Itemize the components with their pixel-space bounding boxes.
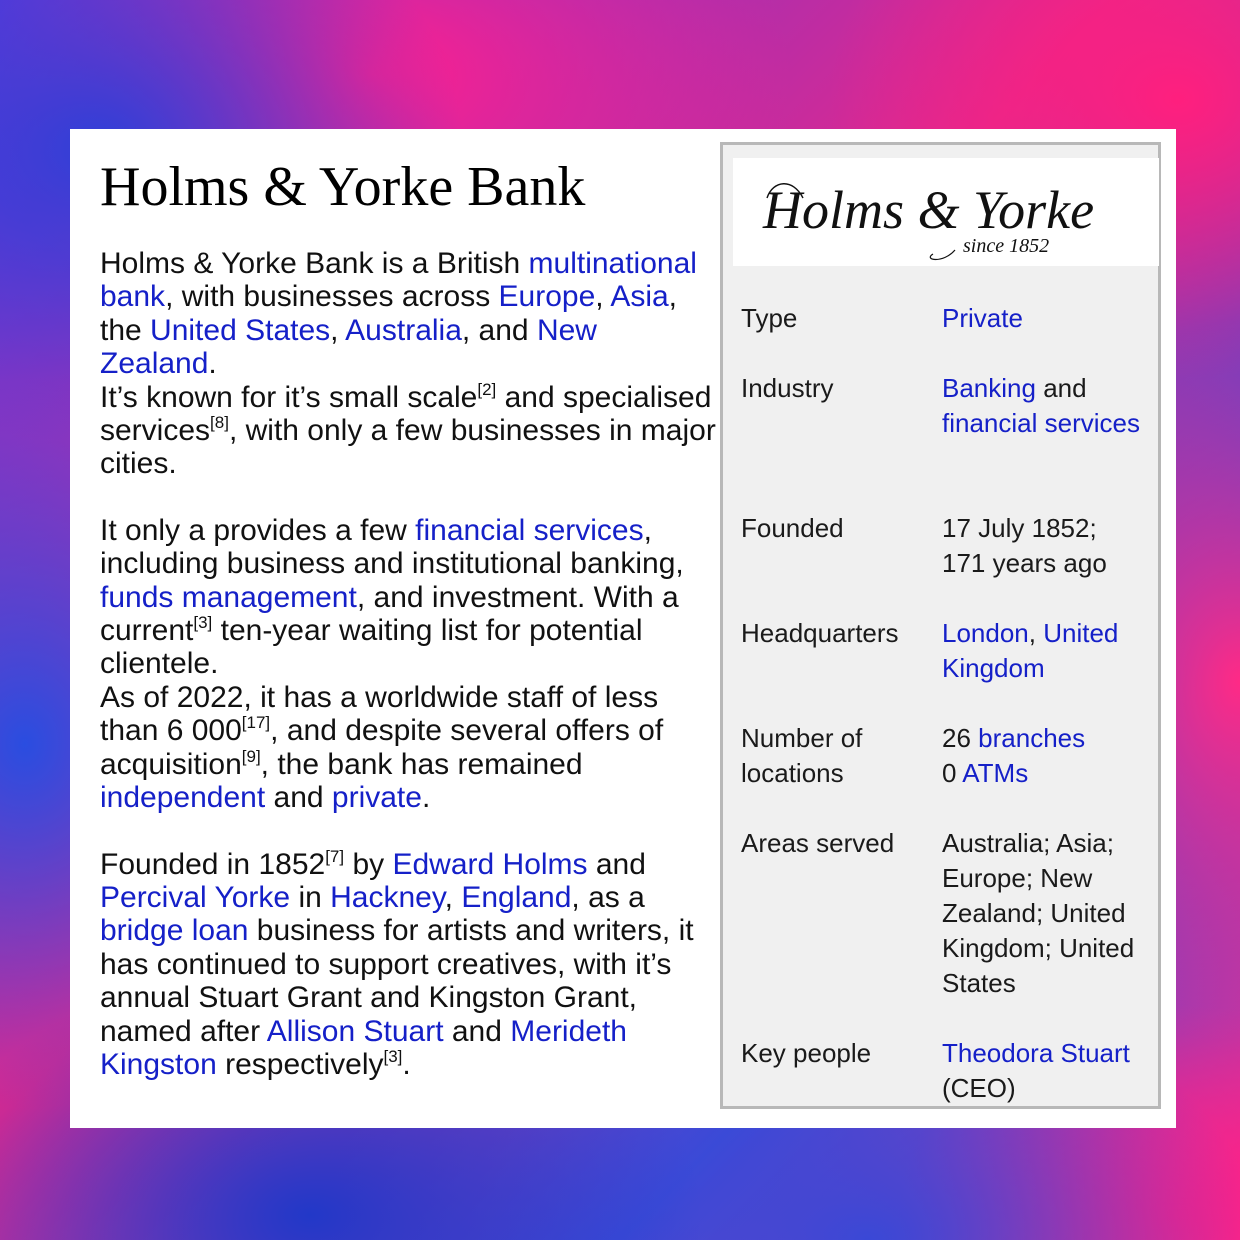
article-paragraph-1: Holms & Yorke Bank is a British multinational bank, with businesses across Europe, Asia, the United States, Australia, and New Zealand. It’s known for it’s small scale[2] and specialised services[8], with only a few businesses in major cities. bbox=[100, 247, 716, 481]
citation-17[interactable]: [17] bbox=[241, 713, 271, 733]
link-banking[interactable]: Banking bbox=[942, 373, 1036, 403]
article-body bbox=[100, 247, 720, 1081]
bank-logo bbox=[733, 158, 1159, 266]
link-hackney[interactable]: Hackney bbox=[330, 880, 445, 914]
link-multinational-bank[interactable]: multinational bank bbox=[100, 247, 697, 314]
link-united-kingdom[interactable]: United Kingdom bbox=[942, 618, 1119, 683]
link-theodora-stuart[interactable]: Theodora Stuart bbox=[942, 1038, 1130, 1068]
logo-name: Holms & Yorke bbox=[763, 180, 1095, 240]
citation-2[interactable]: [2] bbox=[477, 379, 497, 399]
link-industry-financial-services[interactable]: financial services bbox=[942, 408, 1140, 438]
logo-signature-image bbox=[733, 158, 1159, 266]
logo-tagline: since 1852 bbox=[963, 235, 1050, 257]
link-edward-holms[interactable]: Edward Holms bbox=[392, 847, 588, 881]
link-australia[interactable]: Australia bbox=[345, 313, 462, 347]
citation-3b[interactable]: [3] bbox=[383, 1046, 403, 1066]
infobox: Holms & Yorke since 1852 Type Private Industry Banking and financial services Founded 17 July 1852; 171 years ago Headquarters London, United Kingdom Number of locations 26 branches 0 ATMs Areas served Australia; Asia; Europe; New Zealand; United Kingdom; United States Key people Theodora Stuart (CEO) bbox=[720, 142, 1161, 1109]
link-asia[interactable]: Asia bbox=[610, 280, 669, 314]
link-europe[interactable]: Europe bbox=[498, 280, 596, 314]
link-percival-yorke[interactable]: Percival Yorke bbox=[100, 880, 291, 914]
link-england[interactable]: England bbox=[461, 880, 572, 914]
citation-7[interactable]: [7] bbox=[325, 846, 345, 866]
link-atms[interactable]: ATMs bbox=[962, 758, 1029, 788]
article-paragraph-3: Founded in 1852[7] by Edward Holms and Percival Yorke in Hackney, England, as a bridge loan business for artists and writers, it has continued to support creatives, with it’s annual Stuart Grant and Kingston Grant, named after Allison Stuart and Merideth Kingston respectively[3]. bbox=[100, 846, 694, 1081]
link-allison-stuart[interactable]: Allison Stuart bbox=[266, 1014, 444, 1048]
article-paragraph-2: It only a provides a few financial services, including business and institutional banking, funds management, and investment. With a current[3] ten-year waiting list for potential clientele. As of 2022, it has a worldwide staff of less than 6 000[17], and despite several offers of acquisition[9], the bank has remained independent and private. bbox=[100, 513, 684, 815]
logo-flourish-bottom bbox=[930, 250, 955, 260]
link-financial-services[interactable]: financial services bbox=[415, 513, 644, 547]
link-independent[interactable]: independent bbox=[100, 781, 266, 815]
link-new-zealand[interactable]: New Zealand bbox=[100, 313, 597, 381]
citation-9[interactable]: [9] bbox=[241, 746, 261, 766]
citation-3[interactable]: [3] bbox=[193, 613, 213, 633]
link-merideth-kingston[interactable]: Merideth Kingston bbox=[100, 1014, 627, 1081]
link-united-states[interactable]: United States bbox=[150, 313, 331, 347]
link-type-private[interactable]: Private bbox=[942, 303, 1023, 333]
link-private[interactable]: private bbox=[331, 781, 422, 815]
article-card bbox=[70, 129, 1176, 1128]
link-bridge-loan[interactable]: bridge loan bbox=[100, 914, 249, 948]
citation-8[interactable]: [8] bbox=[210, 413, 229, 433]
link-funds-management[interactable]: funds management bbox=[100, 580, 357, 614]
link-branches[interactable]: branches bbox=[978, 723, 1086, 753]
link-london[interactable]: London bbox=[942, 618, 1029, 648]
page-title: Holms & Yorke Bank bbox=[100, 156, 586, 218]
